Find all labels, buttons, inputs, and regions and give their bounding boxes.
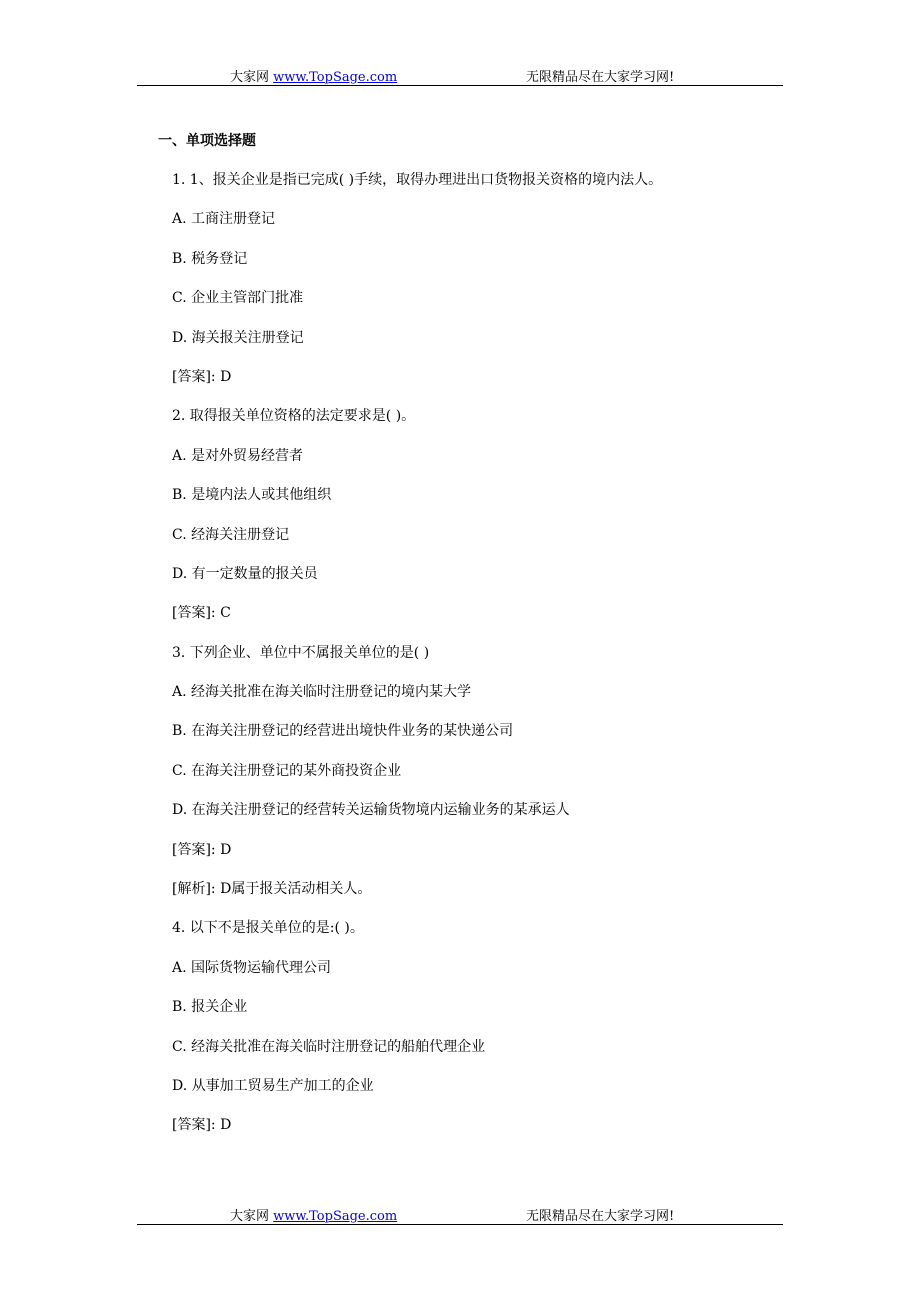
- footer-slogan: 无限精品尽在大家学习网!: [526, 1209, 675, 1224]
- answer-line: [答案]: D: [172, 1117, 232, 1134]
- section-title: 一、单项选择题: [158, 133, 256, 149]
- option-line: A. 工商注册登记: [172, 211, 276, 228]
- footer-rule: [137, 1224, 783, 1225]
- option-line: C. 在海关注册登记的某外商投资企业: [172, 762, 402, 779]
- answer-line: [答案]: D: [172, 841, 232, 858]
- question-line: 4. 以下不是报关单位的是:( )。: [172, 920, 364, 937]
- header-site: [230, 66, 397, 85]
- header-slogan: 无限精品尽在大家学习网!: [526, 70, 675, 85]
- option-line: D. 在海关注册登记的经营转关运输货物境内运输业务的某承运人: [172, 802, 570, 819]
- option-line: C. 企业主管部门批准: [172, 290, 304, 307]
- option-line: B. 报关企业: [172, 999, 248, 1016]
- option-line: B. 是境内法人或其他组织: [172, 487, 332, 504]
- option-line: A. 国际货物运输代理公司: [172, 959, 332, 976]
- question-line: 1. 1、报关企业是指已完成( )手续，取得办理进出口货物报关资格的境内法人。: [172, 172, 663, 188]
- option-line: A. 经海关批准在海关临时注册登记的境内某大学: [172, 684, 472, 701]
- option-line: B. 税务登记: [172, 250, 248, 267]
- header-site-link[interactable]: www.TopSage.com: [273, 70, 398, 85]
- page-footer: [137, 1205, 783, 1227]
- header-site-prefix: 大家网: [230, 70, 270, 85]
- option-line: C. 经海关注册登记: [172, 526, 290, 543]
- header-rule: [137, 85, 783, 86]
- footer-site-prefix: 大家网: [230, 1209, 270, 1224]
- explanation-line: [解析]: D属于报关活动相关人。: [172, 881, 372, 898]
- option-line: C. 经海关批准在海关临时注册登记的船舶代理企业: [172, 1038, 486, 1055]
- footer-site-link[interactable]: www.TopSage.com: [273, 1209, 398, 1224]
- option-line: D. 有一定数量的报关员: [172, 565, 318, 582]
- option-line: A. 是对外贸易经营者: [172, 447, 304, 464]
- question-line: 3. 下列企业、单位中不属报关单位的是( ): [172, 644, 430, 661]
- question-line: 2. 取得报关单位资格的法定要求是( )。: [172, 408, 416, 425]
- answer-line: [答案]: D: [172, 368, 232, 385]
- option-line: D. 从事加工贸易生产加工的企业: [172, 1077, 374, 1094]
- question-list: [172, 170, 772, 1155]
- page-header: [137, 66, 783, 88]
- footer-site: [230, 1205, 397, 1224]
- option-line: B. 在海关注册登记的经营进出境快件业务的某快递公司: [172, 723, 514, 740]
- option-line: D. 海关报关注册登记: [172, 329, 304, 346]
- answer-line: [答案]: C: [172, 605, 231, 622]
